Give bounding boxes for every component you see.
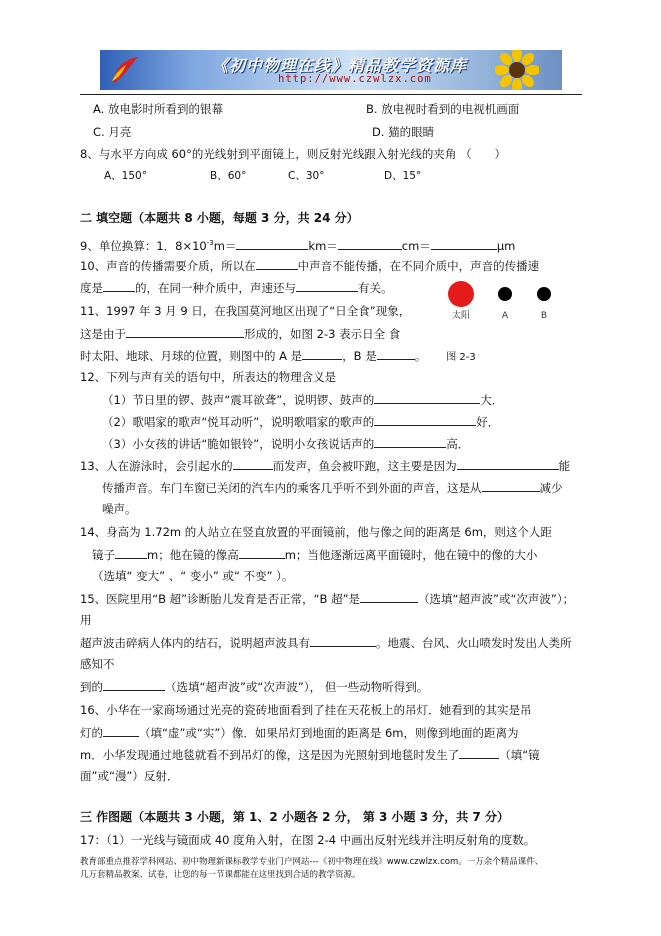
dot-b	[537, 287, 551, 301]
footer-line-2: 几万套精品教案、试卷，让您的每一节课都能在这里找到合适的教学资源。	[80, 870, 361, 880]
q11-line-1: 11、1997 年 3 月 9 日，在我国莫河地区出现了“日全食”现象，	[80, 304, 411, 318]
q11-text-3: 时太阳、地球、月球的位置，则图中的 A 是	[80, 349, 303, 363]
q15-line-5	[80, 678, 428, 695]
q10-blank-3[interactable]	[296, 279, 358, 292]
q7-option-a: A. 放电影时所看到的银幕	[93, 102, 223, 116]
q9-line	[80, 235, 515, 254]
q13-text-3: 能	[558, 459, 571, 473]
q12-blank-3[interactable]	[374, 435, 446, 448]
q10-text-1: 10、声音的传播需要介质，所以在	[80, 259, 256, 273]
q12-blank-1[interactable]	[374, 391, 480, 404]
q11-figure-caption: 图 2-3	[446, 352, 476, 363]
q14-text-2: m；他在镜的像高	[147, 548, 239, 562]
q13-line-3: 噪声。	[102, 502, 137, 516]
q13-blank-2[interactable]	[457, 457, 559, 470]
q10-text-2: 中声音不能传播，在不同介质中，声音的传播速	[297, 259, 540, 273]
q9-blank-2[interactable]	[338, 237, 402, 250]
q15-text-3: 超声波击碎病人体内的结石，说明超声波具有	[80, 636, 310, 650]
q11-text-5: 。	[414, 349, 427, 363]
leaf-logo-icon	[108, 53, 142, 87]
q11-line-2	[80, 325, 400, 342]
header-banner	[100, 50, 562, 90]
dot-a	[498, 287, 512, 301]
q13-line-2	[102, 479, 563, 496]
q9-text-5: μm	[496, 238, 516, 253]
q16-text-4: （填“镜	[499, 748, 540, 762]
q16-line-1: 16、小华在一家商场通过光亮的瓷砖地面看到了挂在天花板上的吊灯．她看到的其实是吊	[80, 703, 532, 717]
q9-text-3: km＝	[308, 238, 338, 253]
q10-text-5: 有关。	[358, 281, 393, 295]
q8-option-a: A、150°	[104, 170, 147, 182]
q13-text-4: 传播声音。车门车窗已关闭的汽车内的乘客几乎听不到外面的声音，这是从	[102, 481, 482, 495]
q16-text-3: m．小华发现通过地毯就看不到吊灯的像，这是因为光照射到地毯时发生了	[80, 748, 460, 762]
q15-text-1: 15、医院里用“B 超”诊断胎儿发育是否正常，“B 超”是	[80, 592, 361, 606]
q13-blank-3[interactable]	[482, 479, 540, 492]
q15-line-2: 用	[80, 613, 92, 627]
header-rule	[80, 94, 582, 95]
q16-line-2	[80, 724, 519, 741]
q14-line-1: 14、身高为 1.72m 的人站立在竖直放置的平面镜前，他与像之间的距离是 6m，则这个人距	[80, 525, 552, 539]
label-a: A	[501, 311, 509, 321]
q14-line-3: （选填“ 变大” 、“ 变小” 或“ 不变” ）。	[92, 569, 294, 583]
q16-blank-2[interactable]	[459, 746, 499, 759]
q15-line-3	[80, 634, 572, 651]
sun-label: 太阳	[451, 311, 471, 321]
q9-blank-1[interactable]	[236, 237, 308, 250]
q10-blank-1[interactable]	[256, 257, 298, 270]
q10-text-3: 度是	[80, 281, 103, 295]
section-title-drawing: 三 作图题（本题共 3 小题，第 1、2 小题各 2 分， 第 3 小题 3 分，共 7 分）	[80, 810, 509, 824]
q11-blank-1[interactable]	[126, 325, 244, 338]
q14-text-3: m；当他逐渐远离平面镜时，他在镜中的像的大小	[284, 548, 538, 562]
q12-item-1	[102, 391, 503, 408]
q12-text-2: 大．	[480, 393, 504, 407]
sun-circle	[448, 281, 474, 307]
q11-blank-2[interactable]	[302, 347, 342, 360]
q16-line-3	[80, 746, 540, 763]
q8-option-d: D、15°	[384, 170, 422, 182]
q12-text-4: 好．	[476, 415, 500, 429]
q15-text-4: 。地震、台风、火山喷发时发出人类所	[376, 636, 572, 650]
q12-stem: 12、下列与声有关的语句中，所表达的物理含义是	[80, 370, 337, 384]
q7-option-d: D. 猫的眼睛	[372, 125, 435, 139]
q10-line-1	[80, 257, 539, 274]
banner-url[interactable]: http://www.czwlzx.com	[278, 73, 432, 85]
q11-text-2: 形成的，如图 2-3 表示日全 食	[244, 327, 401, 341]
q12-text-6: 高．	[446, 437, 470, 451]
q15-blank-3[interactable]	[103, 678, 165, 691]
q16-blank-1[interactable]	[103, 724, 139, 737]
q17-line-1: 17：（1）一光线与镜面成 40 度角入射，在图 2-4 中画出反射光线并注明反射角的度数。	[80, 833, 536, 847]
q16-text-1: 灯的	[80, 726, 103, 740]
q11-line-3	[80, 347, 476, 366]
label-b: B	[540, 311, 548, 321]
q15-text-5: 到的	[80, 680, 103, 694]
banner-title: 《初中物理在线》精品教学资源库	[212, 56, 468, 75]
q14-text-1: 镜子	[92, 548, 115, 562]
q11-blank-3[interactable]	[377, 347, 415, 360]
q15-text-6: （选填“超声波”或“次声波”）， 但一些动物听得到。	[165, 680, 429, 694]
q11-text-4: ，B 是	[342, 349, 377, 363]
q13-text-1: 13、人在游泳时，会引起水的	[80, 459, 233, 473]
q7-option-b: B. 放电视时看到的电视机画面	[366, 102, 520, 116]
q16-line-4: 面”或“漫”）反射．	[80, 769, 179, 783]
q12-blank-2[interactable]	[374, 413, 476, 426]
q8-stem: 8、与水平方向成 60°的光线射到平面镜上，则反射光线跟入射光线的夹角 （ ）	[80, 147, 507, 161]
q10-blank-2[interactable]	[103, 279, 135, 292]
q15-line-1	[80, 590, 574, 607]
q9-exponent: -3	[206, 239, 214, 247]
q9-text-1: 9、单位换算：1．8×10	[80, 238, 207, 253]
q15-blank-2[interactable]	[310, 634, 376, 647]
q13-text-5: 减少	[539, 481, 563, 495]
q13-text-2: 而发声，鱼会被吓跑，这主要是因为	[272, 459, 457, 473]
q15-line-4: 感知不	[80, 657, 115, 671]
q9-blank-3[interactable]	[431, 237, 497, 250]
q14-line-2	[92, 546, 537, 563]
q14-blank-1[interactable]	[115, 546, 147, 559]
q12-text-3: （2）歌唱家的歌声“悦耳动听”，说明歌唱家的歌声的	[102, 415, 375, 429]
q15-text-2: （选填“超声波”或“次声波”）；	[418, 592, 575, 606]
q10-line-2	[80, 279, 393, 296]
q8-option-c: C、30°	[288, 170, 325, 182]
q12-item-2	[102, 413, 499, 430]
footer-line-1: 教育部重点推荐学科网站、初中物理新课标教学专业门户网站---《初中物理在线》www.czwlzx.com。一万余个精品课件、	[80, 857, 544, 867]
section-title-fill-in: 二 填空题（本题共 8 小题，每题 3 分，共 24 分）	[80, 211, 359, 225]
sunflower-icon	[495, 50, 539, 90]
q13-line-1	[80, 457, 570, 474]
q13-blank-1[interactable]	[233, 457, 273, 470]
q9-text-4: cm＝	[401, 238, 431, 253]
eclipse-figure	[442, 280, 562, 322]
q14-blank-2[interactable]	[239, 546, 285, 559]
q11-text-1: 这是由于	[80, 327, 126, 341]
q12-item-3	[102, 435, 469, 452]
q15-blank-1[interactable]	[360, 590, 418, 603]
q12-text-1: （1）节日里的锣、鼓声“震耳欲聋”，说明锣、鼓声的	[102, 393, 375, 407]
q7-option-c: C. 月亮	[93, 125, 132, 139]
q12-text-5: （3）小女孩的讲话“脆如银铃”，说明小女孩说话声的	[102, 437, 375, 451]
q9-text-2: m＝	[213, 238, 237, 253]
q16-text-2: （填“虚”或“实”）像．如果吊灯到地面的距离是 6m，则像到地面的距离为	[139, 726, 519, 740]
q10-text-4: 的，在同一种介质中，声速还与	[135, 281, 296, 295]
q8-option-b: B、60°	[210, 170, 247, 182]
